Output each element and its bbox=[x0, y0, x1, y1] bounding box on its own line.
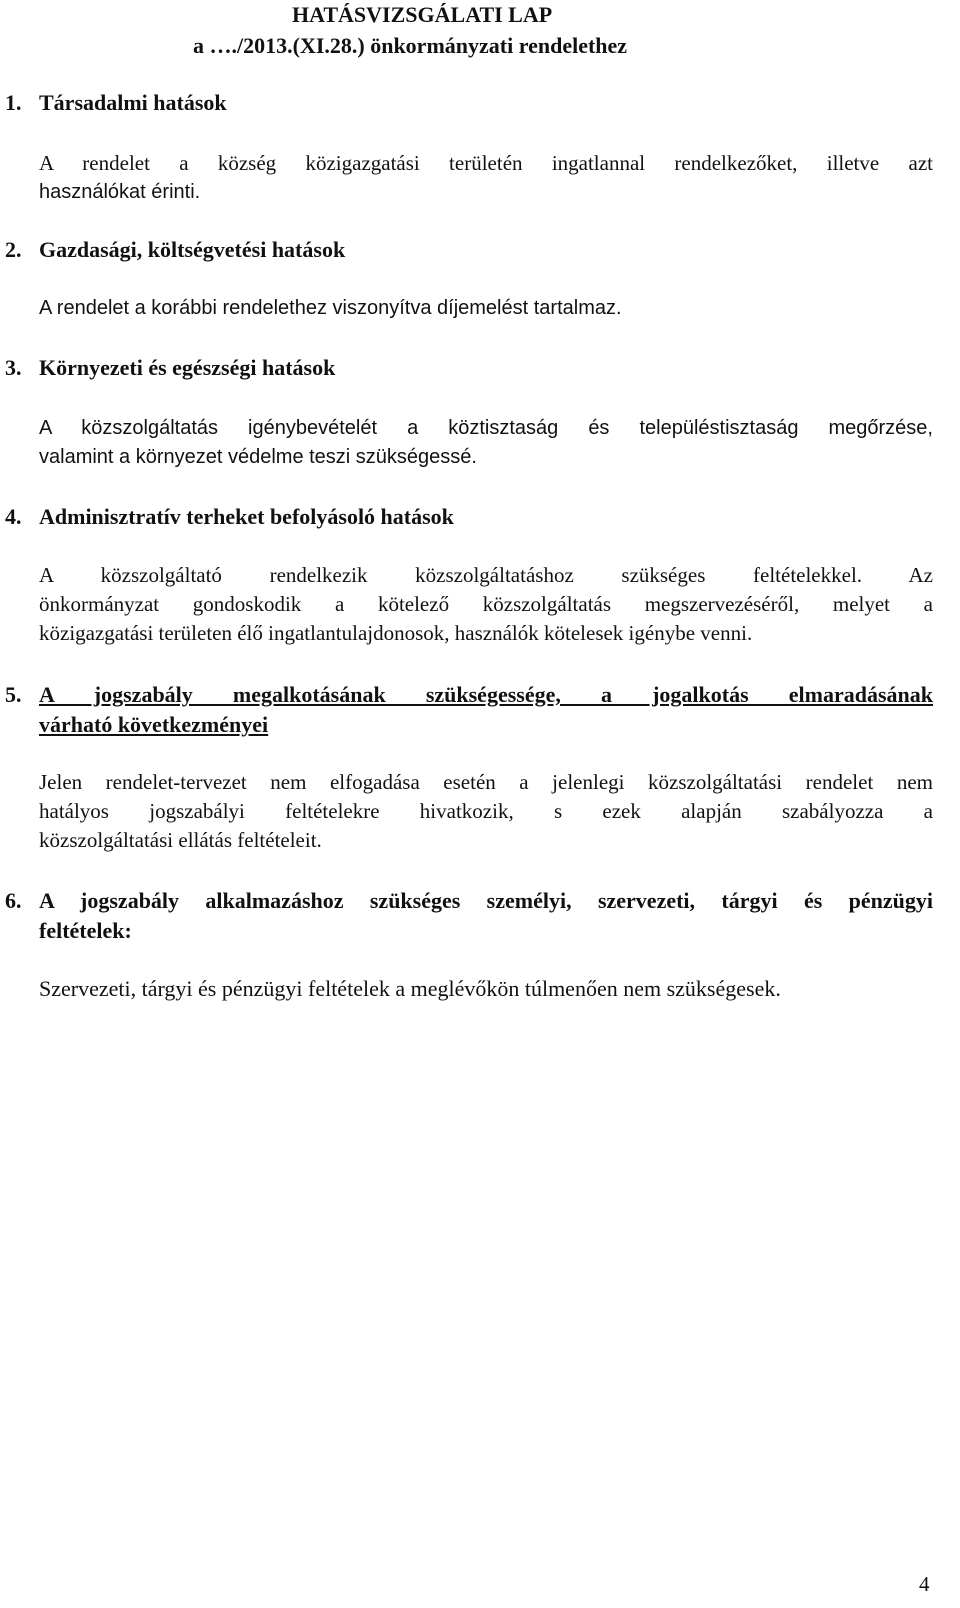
section-heading: Társadalmi hatások bbox=[39, 90, 227, 115]
heading-line: várható következményei bbox=[39, 712, 269, 737]
section-number: 1. bbox=[5, 90, 22, 115]
body-line: A közszolgáltató rendelkezik közszolgáltatáshoz szükséges feltételekkel. Az bbox=[39, 563, 933, 587]
body-line: önkormányzat gondoskodik a kötelező közszolgáltatás megszervezéséről, melyet a bbox=[39, 592, 933, 616]
body-line: Szervezeti, tárgyi és pénzügyi feltételek a meglévőkön túlmenően nem szükségesek. bbox=[39, 976, 781, 1001]
body-line: közigazgatási területen élő ingatlantulajdonosok, használók kötelesek igénybe venni. bbox=[39, 621, 753, 645]
section-body bbox=[39, 294, 933, 323]
section-body bbox=[39, 149, 933, 207]
section-number: 6. bbox=[5, 888, 22, 913]
section-number: 2. bbox=[5, 237, 22, 262]
section-heading: Környezeti és egészségi hatások bbox=[39, 355, 336, 380]
document-subtitle: a …./2013.(XI.28.) önkormányzati rendelethez bbox=[193, 33, 628, 58]
body-line: Jelen rendelet-tervezet nem elfogadása esetén a jelenlegi közszolgáltatási rendelet nem bbox=[39, 770, 933, 794]
section-body bbox=[39, 561, 933, 648]
page-number: 4 bbox=[919, 1572, 930, 1596]
body-line: használókat érinti. bbox=[39, 181, 201, 203]
body-line: A rendelet a község közigazgatási területén ingatlannal rendelkezőket, illetve azt bbox=[39, 151, 933, 175]
section-body bbox=[39, 414, 933, 472]
section-number: 4. bbox=[5, 504, 22, 529]
section-heading bbox=[39, 680, 933, 740]
body-line: A rendelet a korábbi rendelethez viszonyítva díjemelést tartalmaz. bbox=[39, 297, 622, 319]
heading-line: feltételek: bbox=[39, 918, 132, 943]
section-heading: Gazdasági, költségvetési hatások bbox=[39, 237, 346, 262]
body-line: közszolgáltatási ellátás feltételeit. bbox=[39, 828, 322, 852]
section-number: 5. bbox=[5, 682, 22, 707]
section-number: 3. bbox=[5, 355, 22, 380]
body-line: valamint a környezet védelme teszi szükségessé. bbox=[39, 446, 477, 468]
section-body bbox=[39, 974, 933, 1003]
heading-line: A jogszabály megalkotásának szükségessége, a jogalkotás elmaradásának bbox=[39, 682, 933, 707]
document-title: HATÁSVIZSGÁLATI LAP bbox=[292, 2, 553, 27]
body-line: hatályos jogszabályi feltételekre hivatkozik, s ezek alapján szabályozza a bbox=[39, 799, 933, 823]
section-body bbox=[39, 768, 933, 855]
section-heading: Adminisztratív terheket befolyásoló hatások bbox=[39, 504, 454, 529]
body-line: A közszolgáltatás igénybevételét a köztisztaság és településtisztaság megőrzése, bbox=[39, 417, 933, 439]
heading-line: A jogszabály alkalmazáshoz szükséges személyi, szervezeti, tárgyi és pénzügyi bbox=[39, 888, 933, 913]
section-heading bbox=[39, 886, 933, 946]
